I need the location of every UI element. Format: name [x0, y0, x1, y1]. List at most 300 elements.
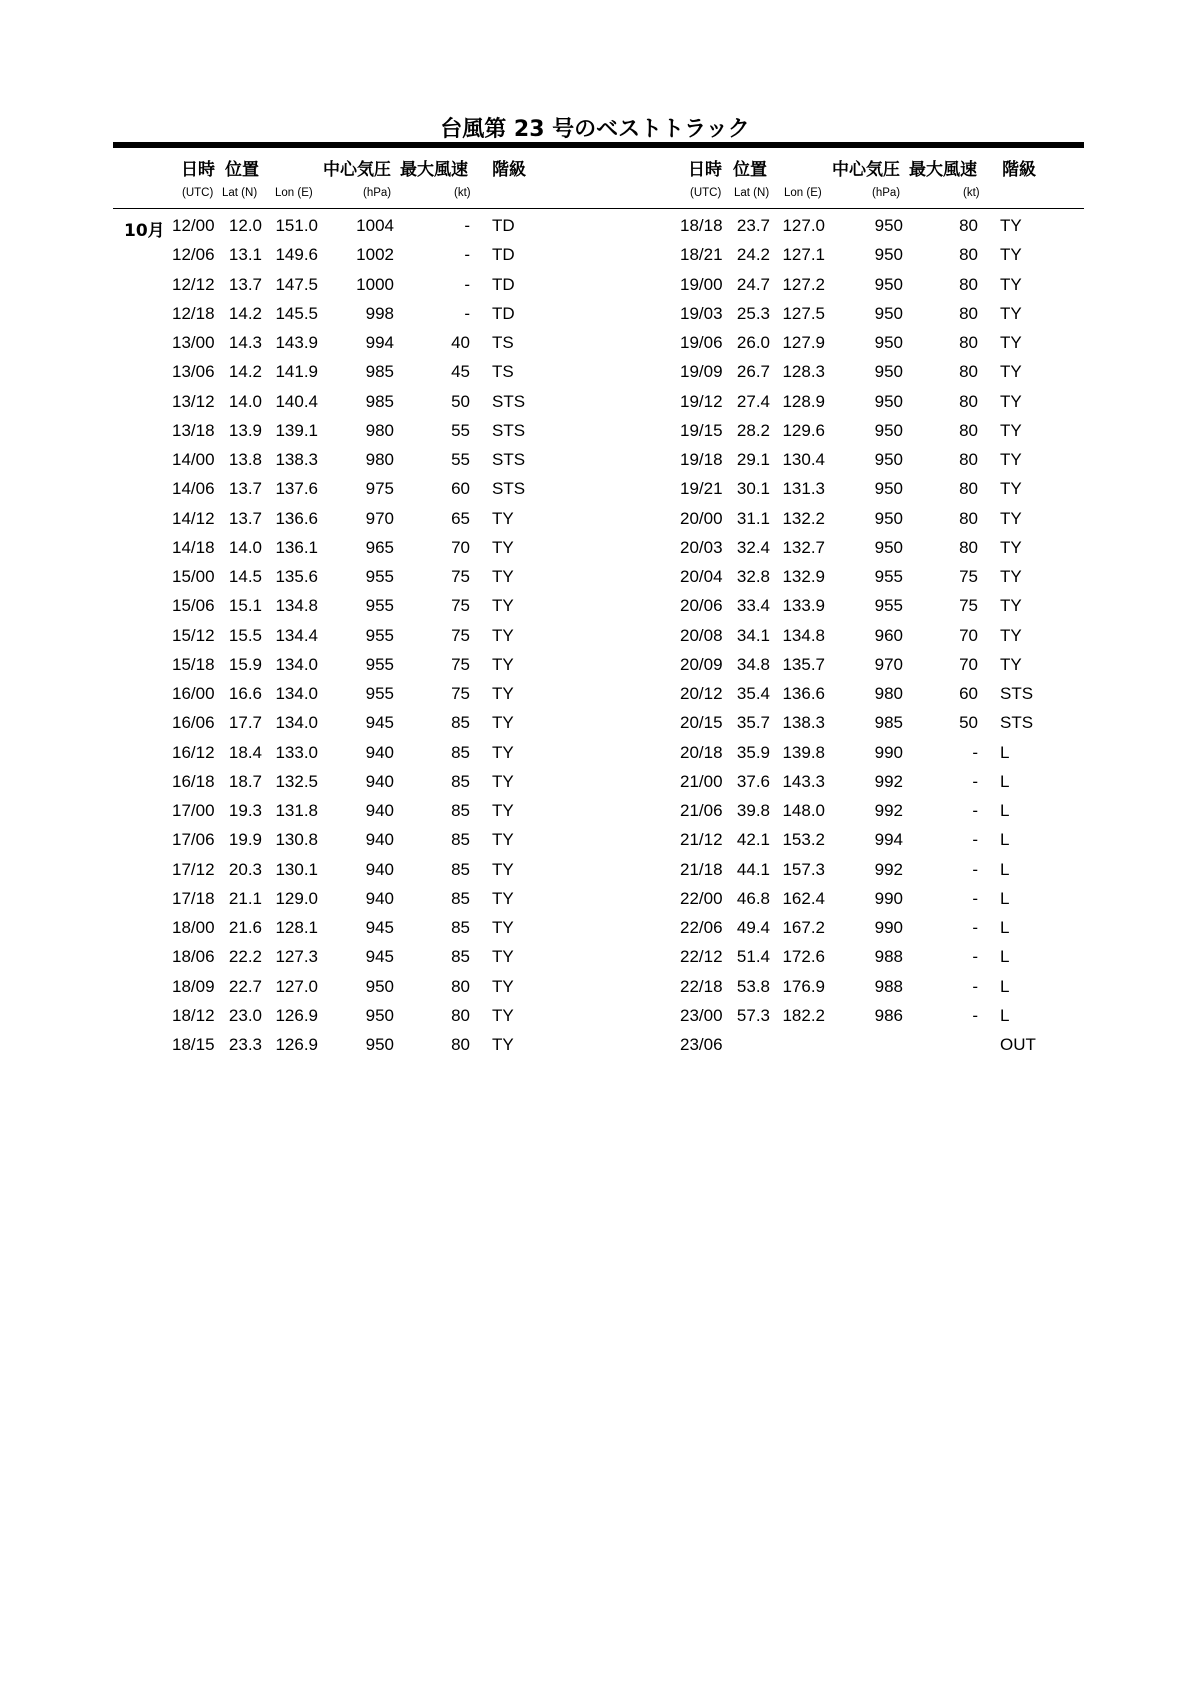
pressure-cell: 970	[365, 508, 394, 528]
lon-cell: 134.8	[782, 625, 825, 645]
datetime-cell: 17/00	[172, 801, 215, 820]
grade-cell: L	[1000, 742, 1010, 762]
grade-cell: L	[1000, 888, 1010, 908]
datetime-cell: 19/09	[680, 362, 723, 382]
datetime-cell: 18/15	[172, 1035, 215, 1054]
lon-cell: 131.3	[782, 479, 825, 499]
wind-cell: 80	[959, 479, 978, 499]
pressure-cell: 940	[365, 771, 394, 791]
pressure-cell: 950	[874, 391, 903, 411]
pressure-cell: 950	[874, 303, 903, 323]
grade-cell: L	[1000, 830, 1010, 850]
title-rule	[113, 142, 1084, 148]
subheader-kt: (kt)	[454, 187, 471, 199]
grade-cell: TY	[1000, 654, 1022, 674]
lat-cell: 19.9	[228, 830, 262, 850]
lat-cell: 37.6	[736, 771, 770, 791]
wind-cell: -	[972, 947, 978, 967]
grade-cell: TY	[1000, 274, 1022, 294]
pressure-cell: 955	[365, 567, 394, 586]
pressure-cell: 955	[874, 567, 903, 586]
grade-cell: L	[1000, 918, 1010, 937]
datetime-cell: 15/00	[172, 567, 215, 586]
lon-cell: 133.0	[275, 742, 318, 762]
grade-cell: STS	[492, 479, 526, 499]
lat-cell: 16.6	[228, 684, 262, 703]
datetime-cell: 13/06	[172, 362, 215, 382]
lon-cell: 127.3	[275, 947, 318, 967]
grade-cell: TY	[492, 596, 514, 616]
lon-cell: 182.2	[782, 1005, 825, 1025]
lon-cell: 132.9	[782, 567, 825, 586]
grade-cell: L	[1000, 1005, 1010, 1025]
grade-cell: TY	[492, 976, 514, 996]
pressure-cell: 940	[365, 859, 394, 879]
grade-cell: TY	[492, 801, 514, 820]
lon-cell: 126.9	[275, 1005, 318, 1025]
subheader-lat: Lat (N)	[734, 187, 770, 199]
lon-cell: 136.1	[275, 537, 318, 557]
pressure-cell: 950	[365, 1005, 394, 1025]
lon-cell: 128.9	[782, 391, 825, 411]
datetime-cell: 22/12	[680, 947, 723, 967]
lon-cell: 136.6	[275, 508, 318, 528]
wind-cell: 80	[959, 245, 978, 265]
lat-cell: 33.4	[736, 596, 770, 616]
grade-cell: TY	[492, 1005, 514, 1025]
wind-cell: 85	[451, 713, 470, 733]
wind-cell: 75	[451, 625, 470, 645]
lat-cell: 27.4	[736, 391, 770, 411]
lat-cell: 23.3	[228, 1035, 262, 1054]
datetime-cell: 14/18	[172, 537, 215, 557]
grade-cell: STS	[1000, 684, 1034, 703]
grade-cell: OUT	[1000, 1035, 1036, 1054]
subheader-hpa: (hPa)	[872, 187, 901, 199]
grade-cell: TY	[492, 654, 514, 674]
datetime-cell: 12/12	[172, 274, 215, 294]
grade-cell: TD	[492, 303, 515, 323]
pressure-cell: 994	[874, 830, 903, 850]
grade-cell: TD	[492, 216, 515, 235]
header-datetime: 日時	[688, 160, 722, 180]
wind-cell: 80	[959, 333, 978, 352]
grade-cell: TY	[1000, 362, 1022, 382]
lat-cell: 42.1	[736, 830, 770, 850]
pressure-cell: 988	[874, 947, 903, 967]
wind-cell: 85	[451, 801, 470, 820]
datetime-cell: 13/12	[172, 391, 215, 411]
grade-cell: TY	[1000, 479, 1022, 499]
grade-cell: TY	[492, 567, 514, 586]
lon-cell: 127.2	[782, 274, 825, 294]
lat-cell: 34.1	[736, 625, 770, 645]
datetime-cell: 12/00	[172, 216, 215, 235]
grade-cell: TY	[1000, 420, 1022, 440]
pressure-cell: 1004	[356, 216, 394, 235]
wind-cell: -	[972, 976, 978, 996]
grade-cell: L	[1000, 859, 1010, 879]
lat-cell: 23.7	[736, 216, 770, 235]
lon-cell: 136.6	[782, 684, 825, 703]
pressure-cell: 960	[874, 625, 903, 645]
pressure-cell: 990	[874, 918, 903, 937]
lat-cell: 53.8	[736, 976, 770, 996]
lat-cell: 34.8	[736, 654, 770, 674]
wind-cell: -	[972, 859, 978, 879]
wind-cell: 75	[451, 654, 470, 674]
lon-cell: 153.2	[782, 830, 825, 850]
pressure-cell: 985	[365, 391, 394, 411]
lon-cell: 138.3	[782, 713, 825, 733]
wind-cell: -	[972, 771, 978, 791]
wind-cell: 85	[451, 859, 470, 879]
wind-cell: 75	[959, 567, 978, 586]
month-label: 10月	[124, 221, 165, 241]
lon-cell: 138.3	[275, 450, 318, 469]
lat-cell: 13.9	[228, 420, 262, 440]
lat-cell: 17.7	[228, 713, 262, 733]
lat-cell: 35.4	[736, 684, 770, 703]
wind-cell: 85	[451, 888, 470, 908]
lon-cell: 127.1	[782, 245, 825, 265]
pressure-cell: 950	[874, 420, 903, 440]
pressure-cell: 955	[365, 596, 394, 616]
lon-cell: 135.6	[275, 567, 318, 586]
datetime-cell: 19/18	[680, 450, 723, 469]
wind-cell: 75	[451, 684, 470, 703]
grade-cell: STS	[492, 450, 526, 469]
pressure-cell: 955	[365, 684, 394, 703]
wind-cell: 70	[959, 654, 978, 674]
datetime-cell: 21/00	[680, 771, 723, 791]
lat-cell: 18.4	[228, 742, 262, 762]
datetime-cell: 19/06	[680, 333, 723, 352]
lon-cell: 141.9	[275, 362, 318, 382]
pressure-cell: 955	[365, 625, 394, 645]
page-title: 台風第 23 号のベストトラック	[440, 117, 750, 142]
grade-cell: TY	[492, 1035, 514, 1054]
grade-cell: TY	[492, 742, 514, 762]
datetime-cell: 23/06	[680, 1035, 723, 1054]
datetime-cell: 16/18	[172, 771, 215, 791]
datetime-cell: 19/12	[680, 391, 723, 411]
grade-cell: TY	[1000, 303, 1022, 323]
datetime-cell: 19/03	[680, 303, 723, 323]
wind-cell: 50	[451, 391, 470, 411]
header-grade: 階級	[1002, 160, 1036, 180]
wind-cell: -	[972, 888, 978, 908]
wind-cell: 80	[959, 362, 978, 382]
lon-cell: 131.8	[275, 801, 318, 820]
wind-cell: 70	[959, 625, 978, 645]
pressure-cell: 990	[874, 888, 903, 908]
wind-cell: -	[972, 830, 978, 850]
lat-cell: 23.0	[228, 1005, 262, 1025]
lat-cell: 13.7	[228, 508, 262, 528]
lon-cell: 162.4	[782, 888, 825, 908]
datetime-cell: 14/06	[172, 479, 215, 499]
header-pressure: 中心気圧	[323, 160, 391, 180]
datetime-cell: 22/18	[680, 976, 723, 996]
pressure-cell: 992	[874, 801, 903, 820]
lat-cell: 35.7	[736, 713, 770, 733]
wind-cell: 80	[451, 1035, 470, 1054]
wind-cell: 80	[959, 420, 978, 440]
pressure-cell: 950	[874, 245, 903, 265]
pressure-cell: 945	[365, 947, 394, 967]
datetime-cell: 14/12	[172, 508, 215, 528]
lat-cell: 25.3	[736, 303, 770, 323]
lon-cell: 127.5	[782, 303, 825, 323]
grade-cell: L	[1000, 771, 1010, 791]
subheader-hpa: (hPa)	[363, 187, 392, 199]
lat-cell: 32.8	[736, 567, 770, 586]
wind-cell: 40	[451, 333, 470, 352]
datetime-cell: 20/00	[680, 508, 723, 528]
grade-cell: TY	[1000, 245, 1022, 265]
header-position: 位置	[225, 160, 259, 180]
datetime-cell: 16/06	[172, 713, 215, 733]
datetime-cell: 20/03	[680, 537, 723, 557]
lat-cell: 26.0	[736, 333, 770, 352]
lon-cell: 128.3	[782, 362, 825, 382]
wind-cell: 70	[451, 537, 470, 557]
lon-cell: 130.1	[275, 859, 318, 879]
datetime-cell: 16/00	[172, 684, 215, 703]
wind-cell: 75	[451, 596, 470, 616]
lat-cell: 13.7	[228, 274, 262, 294]
lat-cell: 30.1	[736, 479, 770, 499]
pressure-cell: 950	[874, 479, 903, 499]
lat-cell: 44.1	[736, 859, 770, 879]
grade-cell: STS	[492, 391, 526, 411]
pressure-cell: 950	[874, 333, 903, 352]
datetime-cell: 21/18	[680, 859, 723, 879]
lat-cell: 14.0	[228, 391, 262, 411]
lon-cell: 132.2	[782, 508, 825, 528]
header-datetime: 日時	[181, 160, 215, 180]
grade-cell: TY	[1000, 508, 1022, 528]
datetime-cell: 21/12	[680, 830, 723, 850]
datetime-cell: 23/00	[680, 1005, 723, 1025]
lon-cell: 157.3	[782, 859, 825, 879]
lat-cell: 13.1	[228, 245, 262, 265]
lon-cell: 134.0	[275, 713, 318, 733]
pressure-cell: 950	[874, 274, 903, 294]
wind-cell: -	[464, 245, 470, 265]
grade-cell: TY	[492, 771, 514, 791]
lat-cell: 12.0	[228, 216, 262, 235]
datetime-cell: 18/18	[680, 216, 723, 235]
datetime-cell: 18/09	[172, 976, 215, 996]
wind-cell: 80	[959, 537, 978, 557]
wind-cell: 80	[959, 450, 978, 469]
grade-cell: STS	[1000, 713, 1034, 733]
lon-cell: 127.0	[275, 976, 318, 996]
datetime-cell: 18/12	[172, 1005, 215, 1025]
datetime-cell: 20/08	[680, 625, 723, 645]
pressure-cell: 950	[874, 216, 903, 235]
grade-cell: TY	[492, 918, 514, 937]
lat-cell: 21.1	[228, 888, 262, 908]
datetime-cell: 16/12	[172, 742, 215, 762]
lon-cell: 139.1	[275, 420, 318, 440]
lat-cell: 14.5	[228, 567, 262, 586]
wind-cell: -	[972, 918, 978, 937]
lat-cell: 26.7	[736, 362, 770, 382]
pressure-cell: 950	[365, 1035, 394, 1054]
grade-cell: L	[1000, 947, 1010, 967]
wind-cell: 85	[451, 771, 470, 791]
header-pressure: 中心気圧	[832, 160, 900, 180]
pressure-cell: 945	[365, 918, 394, 937]
datetime-cell: 18/21	[680, 245, 723, 265]
datetime-cell: 18/06	[172, 947, 215, 967]
datetime-cell: 18/00	[172, 918, 215, 937]
subheader-lon: Lon (E)	[784, 187, 822, 199]
lat-cell: 13.8	[228, 450, 262, 469]
pressure-cell: 940	[365, 888, 394, 908]
lat-cell: 49.4	[736, 918, 770, 937]
pressure-cell: 980	[365, 420, 394, 440]
header-wind: 最大風速	[909, 160, 977, 180]
wind-cell: 80	[451, 976, 470, 996]
lat-cell: 14.0	[228, 537, 262, 557]
wind-cell: -	[972, 801, 978, 820]
lon-cell: 143.9	[275, 333, 318, 352]
lat-cell: 28.2	[736, 420, 770, 440]
pressure-cell: 955	[874, 596, 903, 616]
header-grade: 階級	[492, 160, 526, 180]
pressure-cell: 998	[365, 303, 394, 323]
wind-cell: -	[972, 1005, 978, 1025]
lon-cell: 167.2	[782, 918, 825, 937]
lat-cell: 13.7	[228, 479, 262, 499]
datetime-cell: 17/06	[172, 830, 215, 850]
pressure-cell: 988	[874, 976, 903, 996]
grade-cell: TY	[492, 508, 514, 528]
grade-cell: TS	[492, 362, 514, 382]
grade-cell: TY	[492, 625, 514, 645]
subheader-utc: (UTC)	[690, 187, 722, 199]
grade-cell: TY	[1000, 596, 1022, 616]
grade-cell: STS	[492, 420, 526, 440]
datetime-cell: 19/21	[680, 479, 723, 499]
pressure-cell: 994	[365, 333, 394, 352]
lon-cell: 129.0	[275, 888, 318, 908]
header-rule	[113, 208, 1084, 209]
datetime-cell: 19/15	[680, 420, 723, 440]
lat-cell: 22.2	[228, 947, 262, 967]
lon-cell: 129.6	[782, 420, 825, 440]
grade-cell: TY	[492, 888, 514, 908]
wind-cell: 85	[451, 742, 470, 762]
lon-cell: 127.9	[782, 333, 825, 352]
grade-cell: TD	[492, 245, 515, 265]
pressure-cell: 950	[874, 537, 903, 557]
pressure-cell: 990	[874, 742, 903, 762]
pressure-cell: 1000	[356, 274, 394, 294]
lat-cell: 31.1	[736, 508, 770, 528]
grade-cell: TY	[1000, 567, 1022, 586]
wind-cell: 85	[451, 918, 470, 937]
header-position: 位置	[733, 160, 767, 180]
datetime-cell: 20/15	[680, 713, 723, 733]
lat-cell: 51.4	[736, 947, 770, 967]
pressure-cell: 992	[874, 859, 903, 879]
wind-cell: -	[464, 274, 470, 294]
pressure-cell: 965	[365, 537, 394, 557]
datetime-cell: 22/00	[680, 888, 723, 908]
wind-cell: 55	[451, 450, 470, 469]
lon-cell: 145.5	[275, 303, 318, 323]
lat-cell: 57.3	[736, 1005, 770, 1025]
datetime-cell: 17/18	[172, 888, 215, 908]
lon-cell: 151.0	[275, 216, 318, 235]
datetime-cell: 20/09	[680, 654, 723, 674]
lon-cell: 134.0	[275, 654, 318, 674]
datetime-cell: 20/06	[680, 596, 723, 616]
wind-cell: 80	[959, 391, 978, 411]
pressure-cell: 940	[365, 830, 394, 850]
subheader-utc: (UTC)	[182, 187, 214, 199]
grade-cell: TY	[1000, 391, 1022, 411]
lat-cell: 29.1	[736, 450, 770, 469]
datetime-cell: 12/06	[172, 245, 215, 265]
lon-cell: 135.7	[782, 654, 825, 674]
grade-cell: TD	[492, 274, 515, 294]
grade-cell: TY	[492, 830, 514, 850]
pressure-cell: 985	[365, 362, 394, 382]
wind-cell: 80	[959, 274, 978, 294]
lat-cell: 20.3	[228, 859, 262, 879]
grade-cell: TY	[492, 713, 514, 733]
datetime-cell: 12/18	[172, 303, 215, 323]
grade-cell: TY	[492, 684, 514, 703]
lat-cell: 32.4	[736, 537, 770, 557]
pressure-cell: 950	[365, 976, 394, 996]
pressure-cell: 950	[874, 508, 903, 528]
wind-cell: -	[972, 742, 978, 762]
lon-cell: 132.7	[782, 537, 825, 557]
datetime-cell: 13/00	[172, 333, 215, 352]
pressure-cell: 985	[874, 713, 903, 733]
lat-cell: 18.7	[228, 771, 262, 791]
datetime-cell: 20/12	[680, 684, 723, 703]
wind-cell: 50	[959, 713, 978, 733]
lon-cell: 134.8	[275, 596, 318, 616]
lon-cell: 134.4	[275, 625, 318, 645]
wind-cell: 85	[451, 830, 470, 850]
lon-cell: 176.9	[782, 976, 825, 996]
pressure-cell: 992	[874, 771, 903, 791]
grade-cell: TY	[492, 947, 514, 967]
lat-cell: 22.7	[228, 976, 262, 996]
datetime-cell: 20/18	[680, 742, 723, 762]
lon-cell: 126.9	[275, 1035, 318, 1054]
lon-cell: 147.5	[275, 274, 318, 294]
lat-cell: 15.1	[228, 596, 262, 616]
lon-cell: 128.1	[275, 918, 318, 937]
datetime-cell: 15/12	[172, 625, 215, 645]
lon-cell: 143.3	[782, 771, 825, 791]
lon-cell: 130.8	[275, 830, 318, 850]
lat-cell: 14.3	[228, 333, 262, 352]
wind-cell: 75	[451, 567, 470, 586]
wind-cell: 80	[451, 1005, 470, 1025]
pressure-cell: 986	[874, 1005, 903, 1025]
